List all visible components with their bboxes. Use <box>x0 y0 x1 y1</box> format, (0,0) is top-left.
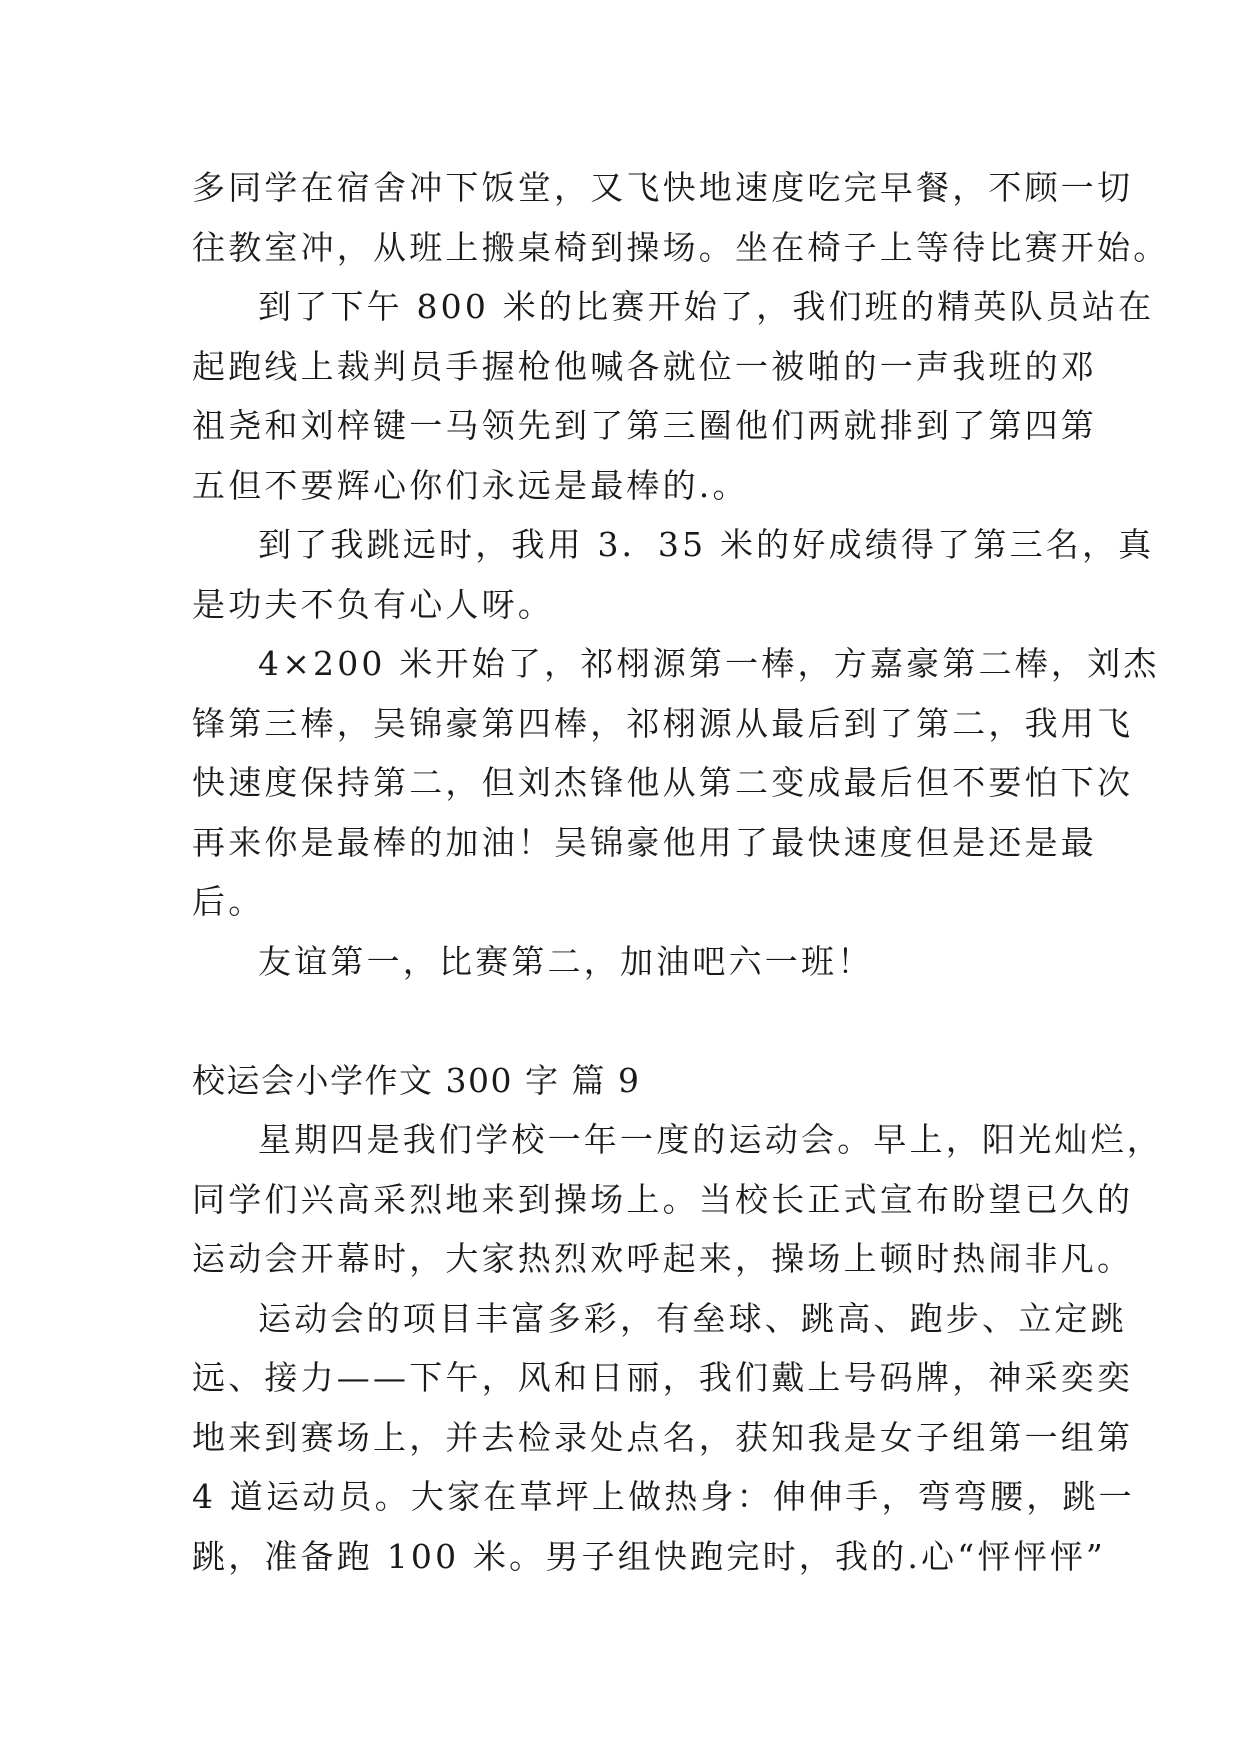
text-line: 友谊第一，比赛第二，加油吧六一班！ <box>258 941 874 981</box>
paragraph-slogan <box>192 932 1052 992</box>
paragraph-800m-race <box>192 277 1155 515</box>
paragraph-opening <box>192 1110 1163 1289</box>
paragraph-events <box>192 1289 1135 1587</box>
paragraph-relay <box>192 634 1160 932</box>
text-line: 4×200 米开始了，祁栩源第一棒，方嘉豪第二棒，刘杰 <box>258 644 1160 683</box>
text-line: 锋第三棒，吴锦豪第四棒，祁栩源从最后到了第二，我用飞 <box>192 703 1134 743</box>
text-line: 地来到赛场上，并去检录处点名，获知我是女子组第一组第 <box>192 1417 1134 1457</box>
text-line: 祖尧和刘梓键一马领先到了第三圈他们两就排到了第四第 <box>192 406 1097 445</box>
text-line: 4 道运动员。大家在草坪上做热身：伸伸手，弯弯腰，跳一 <box>192 1477 1135 1516</box>
section-heading: 校运会小学作文 300 字 篇 9 <box>192 1060 641 1100</box>
text-line: 快速度保持第二，但刘杰锋他从第二变成最后但不要怕下次 <box>192 763 1134 802</box>
text-line: 再来你是最棒的加油！吴锦豪他用了最快速度但是还是最 <box>192 822 1097 862</box>
text-line: 跳，准备跑 100 米。男子组快跑完时，我的.心“怦怦怦” <box>192 1536 1106 1576</box>
text-line: 多同学在宿舍冲下饭堂，又飞快地速度吃完早餐，不顾一切 <box>192 168 1134 207</box>
article-body <box>192 158 1170 1586</box>
text-line: 星期四是我们学校一年一度的运动会。早上，阳光灿烂， <box>258 1120 1163 1159</box>
text-line: 起跑线上裁判员手握枪他喊各就位一被啪的一声我班的邓 <box>192 346 1097 386</box>
paragraph-continued <box>192 158 1170 277</box>
text-line: 远、接力——下午，风和日丽，我们戴上号码牌，神采奕奕 <box>192 1358 1134 1397</box>
text-line: 运动会开幕时，大家热烈欢呼起来，操场上顿时热闹非凡。 <box>192 1239 1134 1278</box>
text-line: 往教室冲，从班上搬桌椅到操场。坐在椅子上等待比赛开始。 <box>192 227 1170 267</box>
text-line: 运动会的项目丰富多彩，有垒球、跳高、跑步、立定跳 <box>258 1298 1127 1338</box>
text-line: 到了下午 800 米的比赛开始了，我们班的精英队员站在 <box>258 287 1155 326</box>
text-line: 是功夫不负有心人呀。 <box>192 584 554 624</box>
text-line: 后。 <box>192 882 265 921</box>
text-line: 到了我跳远时，我用 3．35 米的好成绩得了第三名，真 <box>258 525 1155 564</box>
section-spacer <box>192 991 1052 1051</box>
paragraph-long-jump <box>192 515 1155 634</box>
text-line: 五但不要辉心你们永远是最棒的.。 <box>192 465 749 505</box>
text-line: 同学们兴高采烈地来到操场上。当校长正式宣布盼望已久的 <box>192 1179 1134 1219</box>
